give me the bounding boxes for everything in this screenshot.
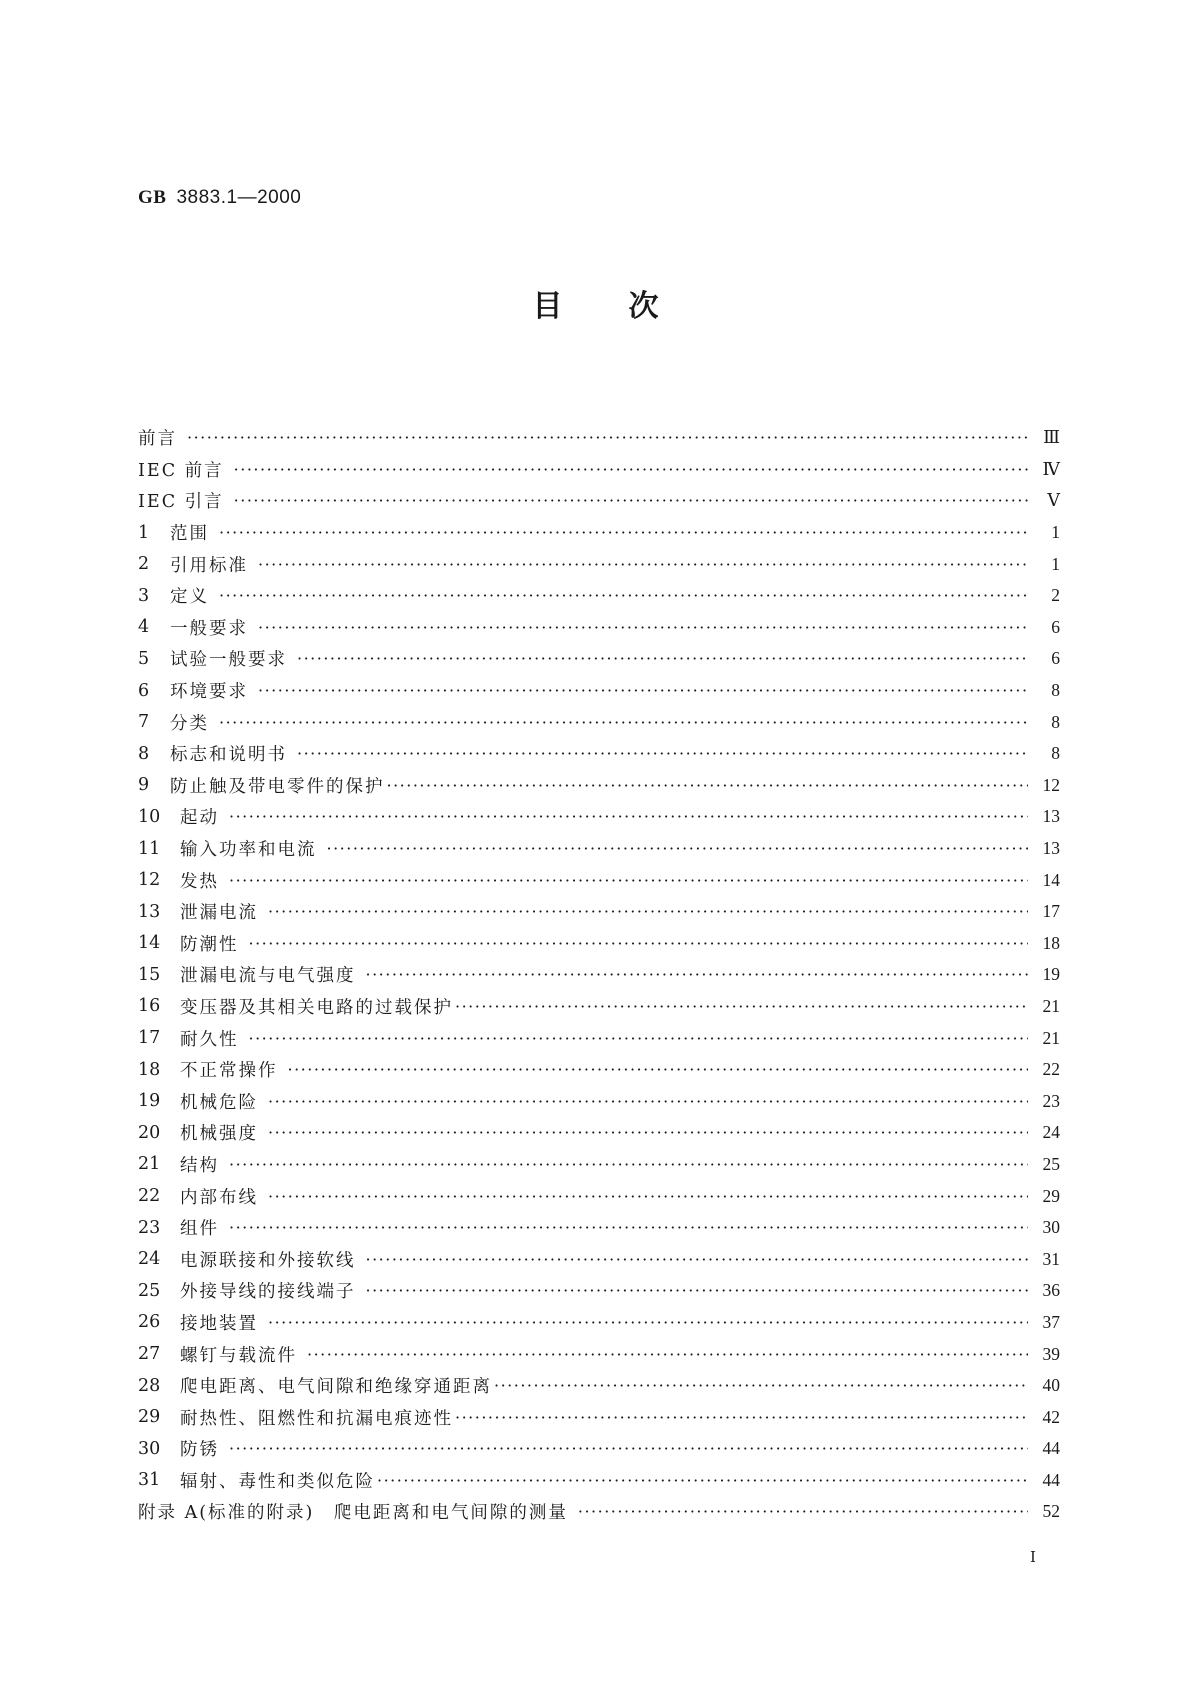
toc-entry-number: 25	[138, 1280, 161, 1301]
toc-entry[interactable]	[138, 770, 1060, 802]
toc-entry-number: 26	[138, 1312, 161, 1333]
toc-entry-number: 4	[138, 617, 150, 638]
toc-entry-label: 发热	[180, 871, 219, 892]
toc-entry-number: 24	[138, 1249, 161, 1270]
toc-entry-page: 52	[1042, 1501, 1060, 1522]
toc-entry-label: 防止触及带电零件的保护	[170, 776, 385, 797]
toc-entry[interactable]	[138, 643, 1060, 675]
toc-dot-leader	[288, 1060, 1029, 1079]
toc-dot-leader	[494, 1376, 1028, 1395]
toc-entry[interactable]	[138, 1465, 1060, 1497]
toc-entry[interactable]	[138, 1370, 1060, 1402]
toc-dot-leader	[268, 1187, 1028, 1206]
toc-entry[interactable]	[138, 485, 1060, 517]
toc-dot-leader	[327, 839, 1029, 858]
page-title: 目次	[532, 289, 725, 324]
toc-entry[interactable]	[138, 801, 1060, 833]
toc-entry[interactable]	[138, 454, 1060, 486]
toc-dot-leader	[366, 1250, 1029, 1269]
toc-entry-number: 9	[138, 775, 150, 796]
toc-entry[interactable]	[138, 1149, 1060, 1181]
toc-entry-page: 23	[1042, 1090, 1060, 1111]
toc-dot-leader	[455, 1408, 1028, 1427]
toc-entry-number: 7	[138, 712, 150, 733]
toc-entry[interactable]	[138, 706, 1060, 738]
toc-entry-label: 一般要求	[170, 618, 248, 639]
toc-entry-page: 13	[1042, 838, 1060, 859]
toc-entry-label: 结构	[180, 1155, 219, 1176]
toc-dot-leader	[229, 1155, 1028, 1174]
toc-dot-leader	[578, 1502, 1028, 1521]
toc-entry-page: 30	[1042, 1217, 1060, 1238]
toc-entry[interactable]	[138, 548, 1060, 580]
toc-entry-number: 20	[138, 1122, 161, 1143]
toc-entry[interactable]	[138, 833, 1060, 865]
toc-entry[interactable]	[138, 959, 1060, 991]
toc-entry-page: 24	[1042, 1122, 1060, 1143]
toc-entry[interactable]	[138, 1243, 1060, 1275]
toc-entry-number: 5	[138, 648, 150, 669]
toc-entry[interactable]	[138, 1212, 1060, 1244]
toc-dot-leader	[249, 1029, 1029, 1048]
toc-dot-leader	[268, 1313, 1028, 1332]
toc-entry-page: 40	[1042, 1375, 1060, 1396]
toc-entry-page: 2	[1051, 585, 1060, 606]
page-number: Ⅰ	[1030, 1550, 1036, 1566]
standard-code: 3883.1—2000	[176, 187, 302, 208]
toc-entry-number: 15	[138, 964, 161, 985]
toc-dot-leader	[268, 902, 1028, 921]
toc-entry-label: IEC 前言	[138, 460, 224, 481]
toc-entry-label: 试验一般要求	[170, 650, 287, 671]
toc-dot-leader	[258, 681, 1028, 700]
toc-entry-label: 耐久性	[180, 1029, 239, 1050]
toc-entry-page: 6	[1051, 648, 1060, 669]
toc-entry-number: 27	[138, 1344, 161, 1365]
toc-entry-number: 29	[138, 1407, 161, 1428]
toc-entry-page: 25	[1042, 1153, 1060, 1174]
toc-entry-page: 12	[1042, 774, 1060, 795]
toc-entry-label: 引用标准	[170, 555, 248, 576]
toc-dot-leader	[249, 934, 1029, 953]
toc-entry-page: Ⅳ	[1042, 458, 1060, 479]
toc-entry-number: 12	[138, 870, 161, 891]
toc-entry[interactable]	[138, 1496, 1060, 1528]
toc-entry-number: 18	[138, 1059, 161, 1080]
toc-entry-label: 机械危险	[180, 1092, 258, 1113]
toc-entry[interactable]	[138, 1338, 1060, 1370]
toc-entry-page: 8	[1051, 711, 1060, 732]
toc-dot-leader	[229, 1439, 1028, 1458]
toc-dot-leader	[258, 618, 1028, 637]
toc-dot-leader	[455, 997, 1028, 1016]
toc-entry-page: 1	[1051, 553, 1060, 574]
toc-dot-leader	[377, 1471, 1028, 1490]
toc-entry-page: 44	[1042, 1438, 1060, 1459]
toc-dot-leader	[307, 1345, 1028, 1364]
toc-entry-label: 接地装置	[180, 1313, 258, 1334]
toc-entry-label: 附录 A(标准的附录) 爬电距离和电气间隙的测量	[138, 1503, 568, 1524]
toc-entry-number: 13	[138, 901, 161, 922]
toc-entry[interactable]	[138, 928, 1060, 960]
toc-entry-page: 22	[1042, 1059, 1060, 1080]
toc-entry-number: 11	[138, 838, 161, 859]
toc-dot-leader	[234, 460, 1028, 479]
standard-prefix: GB	[138, 187, 167, 208]
toc-dot-leader	[366, 965, 1029, 984]
toc-entry-number: 22	[138, 1186, 161, 1207]
toc-entry-page: 13	[1042, 806, 1060, 827]
toc-entry-page: 14	[1042, 869, 1060, 890]
toc-entry-page: 31	[1042, 1248, 1060, 1269]
toc-entry-label: 耐热性、阻燃性和抗漏电痕迹性	[180, 1408, 453, 1429]
toc-entry-number: 6	[138, 680, 150, 701]
toc-entry[interactable]	[138, 991, 1060, 1023]
toc-dot-leader	[297, 649, 1028, 668]
toc-entry[interactable]	[138, 1085, 1060, 1117]
standard-number	[138, 187, 301, 209]
toc-entry-label: 电源联接和外接软线	[180, 1250, 356, 1271]
toc-entry-label: 辐射、毒性和类似危险	[180, 1471, 375, 1492]
toc-dot-leader	[387, 776, 1029, 795]
toc-entry-label: IEC 引言	[138, 492, 224, 513]
toc-dot-leader	[229, 1218, 1028, 1237]
toc-entry[interactable]	[138, 738, 1060, 770]
toc-entry-page: 42	[1042, 1406, 1060, 1427]
toc-entry-label: 机械强度	[180, 1124, 258, 1145]
toc-dot-leader	[234, 491, 1028, 510]
toc-entry[interactable]	[138, 580, 1060, 612]
toc-entry-page: 44	[1042, 1469, 1060, 1490]
toc-entry-page: 21	[1042, 995, 1060, 1016]
toc-entry-label: 内部布线	[180, 1187, 258, 1208]
toc-entry-number: 8	[138, 743, 150, 764]
toc-entry-number: 30	[138, 1438, 161, 1459]
toc-entry-label: 标志和说明书	[170, 745, 287, 766]
toc-entry-label: 变压器及其相关电路的过载保护	[180, 997, 453, 1018]
toc-entry-label: 范围	[170, 524, 209, 545]
toc-entry-label: 不正常操作	[180, 1061, 278, 1082]
toc-entry-label: 泄漏电流与电气强度	[180, 966, 356, 987]
toc-entry-number: 19	[138, 1091, 161, 1112]
toc-dot-leader	[268, 1123, 1028, 1142]
toc-dot-leader	[229, 871, 1028, 890]
toc-entry-number: 10	[138, 806, 161, 827]
toc-entry-label: 螺钉与载流件	[180, 1345, 297, 1366]
toc-entry-number: 17	[138, 1028, 161, 1049]
toc-entry-page: 37	[1042, 1311, 1060, 1332]
toc-entry[interactable]	[138, 517, 1060, 549]
toc-entry-number: 14	[138, 933, 161, 954]
toc-entry-page: 39	[1042, 1343, 1060, 1364]
toc-dot-leader	[229, 807, 1028, 826]
toc-dot-leader	[366, 1281, 1029, 1300]
toc-entry-page: 1	[1051, 522, 1060, 543]
toc-entry[interactable]	[138, 864, 1060, 896]
toc-entry[interactable]	[138, 1022, 1060, 1054]
toc-entry-number: 23	[138, 1217, 161, 1238]
toc-entry-page: 36	[1042, 1280, 1060, 1301]
toc-entry-label: 泄漏电流	[180, 903, 258, 924]
toc-entry-label: 组件	[180, 1219, 219, 1240]
toc-entry[interactable]	[138, 1433, 1060, 1465]
toc-entry[interactable]	[138, 1180, 1060, 1212]
toc-entry-label: 分类	[170, 713, 209, 734]
toc-entry-number: 1	[138, 522, 150, 543]
toc-entry[interactable]	[138, 612, 1060, 644]
toc-entry[interactable]	[138, 1117, 1060, 1149]
toc-entry-number: 28	[138, 1375, 161, 1396]
toc-entry[interactable]	[138, 1401, 1060, 1433]
toc-entry-number: 16	[138, 996, 161, 1017]
toc-entry-page: 21	[1042, 1027, 1060, 1048]
toc-dot-leader	[219, 586, 1028, 605]
toc-dot-leader	[268, 1092, 1028, 1111]
toc-entry[interactable]	[138, 422, 1060, 454]
toc-entry-page: 18	[1042, 932, 1060, 953]
toc-entry-label: 前言	[138, 429, 177, 450]
toc-entry-label: 定义	[170, 587, 209, 608]
toc-entry-number: 3	[138, 585, 150, 606]
toc-entry-label: 防锈	[180, 1440, 219, 1461]
toc-entry[interactable]	[138, 1054, 1060, 1086]
toc-entry-label: 外接导线的接线端子	[180, 1282, 356, 1303]
toc-dot-leader	[258, 555, 1028, 574]
toc-entry-label: 防潮性	[180, 934, 239, 955]
toc-entry-page: 29	[1042, 1185, 1060, 1206]
toc-entry-page: 8	[1051, 680, 1060, 701]
toc-dot-leader	[219, 713, 1028, 732]
toc-entry-number: 2	[138, 554, 150, 575]
toc-entry[interactable]	[138, 1275, 1060, 1307]
toc-entry[interactable]	[138, 1307, 1060, 1339]
toc-entry[interactable]	[138, 675, 1060, 707]
toc-entry-page: 6	[1051, 616, 1060, 637]
toc-entry-label: 起动	[180, 808, 219, 829]
toc-entry-number: 21	[138, 1154, 161, 1175]
table-of-contents	[138, 422, 1060, 1528]
toc-entry[interactable]	[138, 896, 1060, 928]
toc-entry-page: 19	[1042, 964, 1060, 985]
toc-entry-page: Ⅴ	[1047, 490, 1060, 511]
toc-entry-page: 17	[1042, 901, 1060, 922]
toc-entry-label: 爬电距离、电气间隙和绝缘穿通距离	[180, 1377, 492, 1398]
toc-entry-number: 31	[138, 1470, 161, 1491]
toc-entry-label: 环境要求	[170, 682, 248, 703]
toc-entry-page: 8	[1051, 743, 1060, 764]
toc-dot-leader	[187, 428, 1028, 447]
toc-entry-label: 输入功率和电流	[180, 840, 317, 861]
toc-dot-leader	[219, 523, 1028, 542]
toc-entry-page: Ⅲ	[1043, 427, 1060, 448]
toc-dot-leader	[297, 744, 1028, 763]
